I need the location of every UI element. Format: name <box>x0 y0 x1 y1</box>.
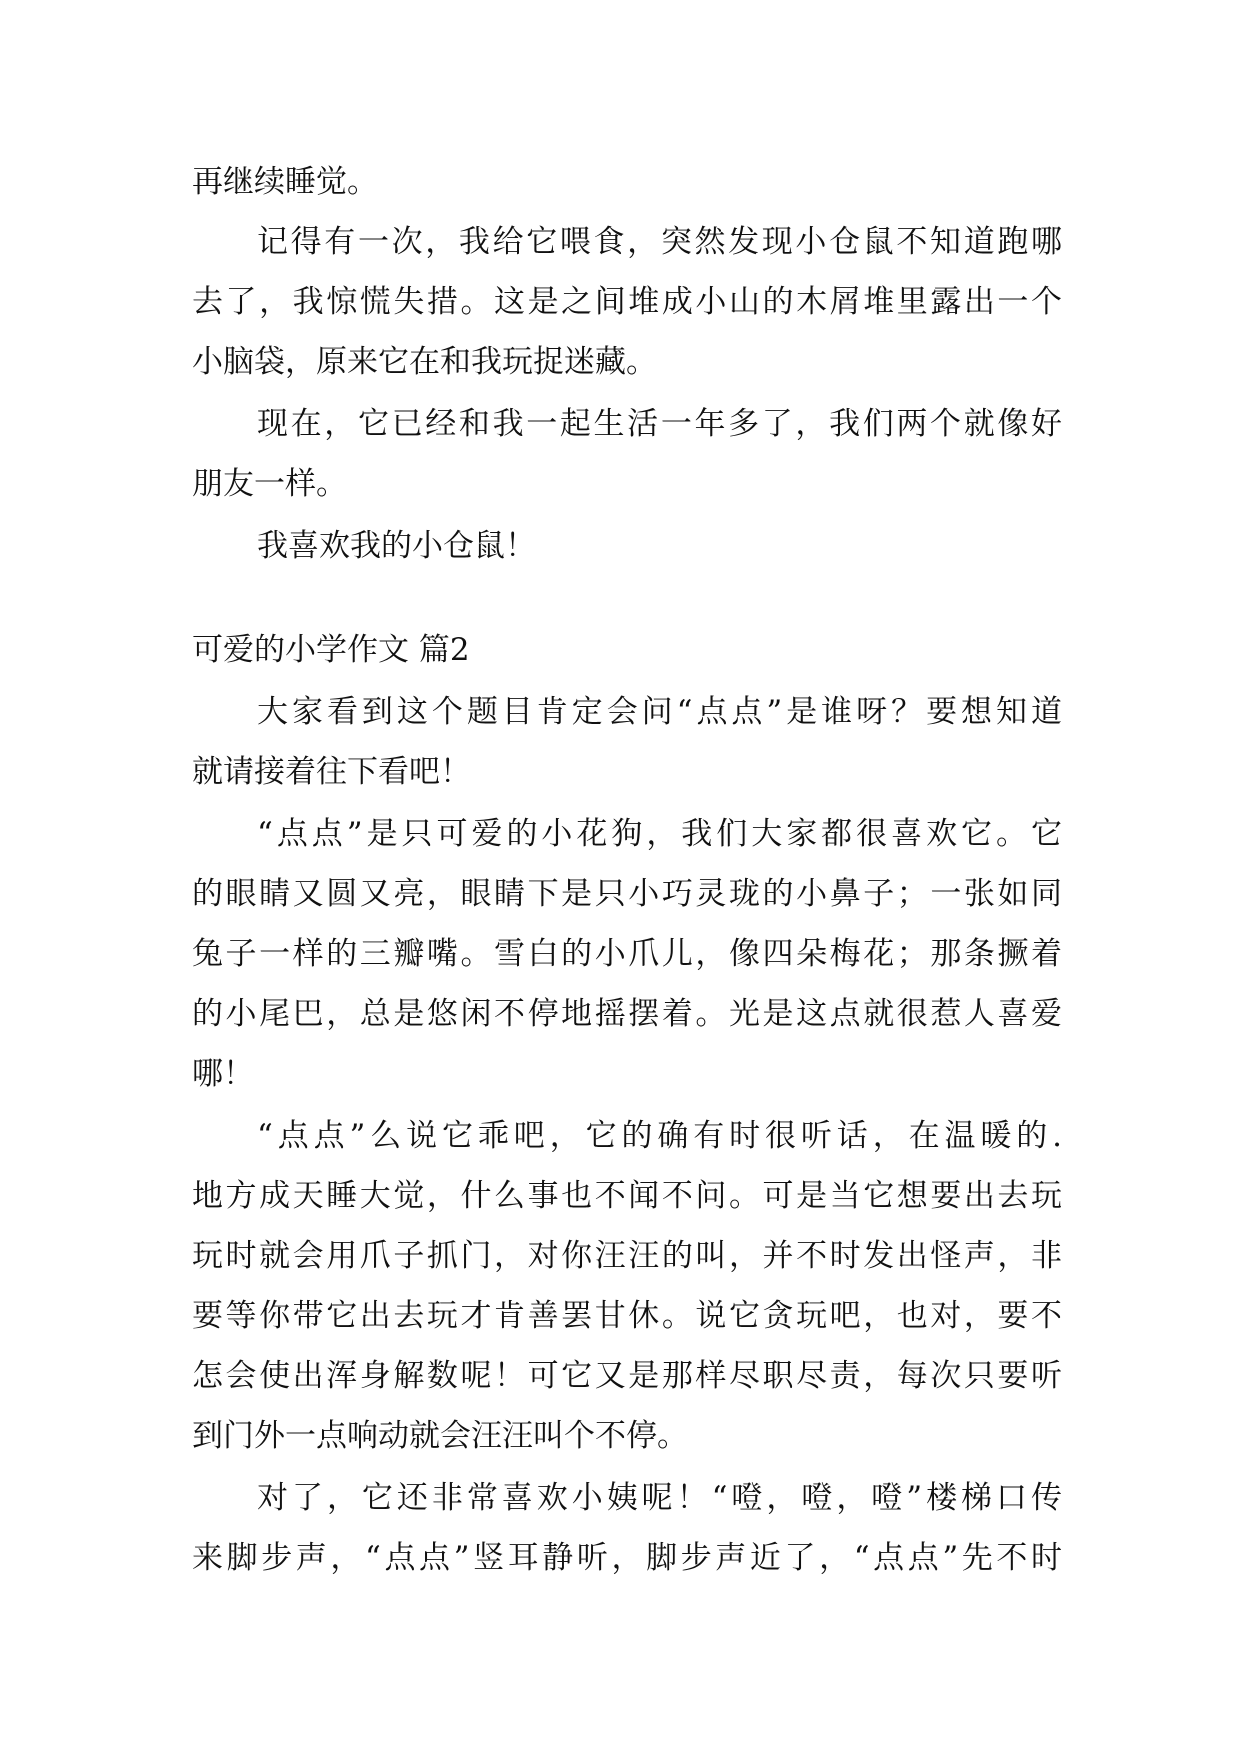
text-line: 就请接着往下看吧！ <box>192 754 471 790</box>
text-line: 再继续睡觉。 <box>192 164 378 200</box>
paragraph-start: “点点”么说它乖吧，它的确有时很听话，在温暖的. <box>257 1118 1062 1154</box>
text-line: 的眼睛又圆又亮，眼睛下是只小巧灵珑的小鼻子；一张如同 <box>192 876 1062 912</box>
text-line: 要等你带它出去玩才肯善罢甘休。说它贪玩吧，也对，要不 <box>192 1298 1062 1334</box>
paragraph-start: 我喜欢我的小仓鼠！ <box>257 528 536 564</box>
text-line: 到门外一点响动就会汪汪叫个不停。 <box>192 1418 688 1454</box>
text-line: 地方成天睡大觉，什么事也不闻不问。可是当它想要出去玩 <box>192 1178 1062 1214</box>
text-line: 来脚步声，“点点”竖耳静听，脚步声近了，“点点”先不时 <box>192 1540 1062 1576</box>
text-line: 兔子一样的三瓣嘴。雪白的小爪儿，像四朵梅花；那条撅着 <box>192 936 1062 972</box>
paragraph-start: 记得有一次，我给它喂食，突然发现小仓鼠不知道跑哪 <box>257 224 1062 260</box>
paragraph-start: 对了，它还非常喜欢小姨呢！“噔，噔，噔”楼梯口传 <box>257 1480 1062 1516</box>
text-line: 朋友一样。 <box>192 466 347 502</box>
text-line: 玩时就会用爪子抓门，对你汪汪的叫，并不时发出怪声，非 <box>192 1238 1062 1274</box>
text-line: 的小尾巴，总是悠闲不停地摇摆着。光是这点就很惹人喜爱 <box>192 996 1062 1032</box>
paragraph-start: 现在，它已经和我一起生活一年多了，我们两个就像好 <box>257 406 1062 442</box>
text-line: 哪！ <box>192 1056 254 1092</box>
text-line: 去了，我惊慌失措。这是之间堆成小山的木屑堆里露出一个 <box>192 284 1062 320</box>
text-line: 小脑袋，原来它在和我玩捉迷藏。 <box>192 344 657 380</box>
text-line: 怎会使出浑身解数呢！可它又是那样尽职尽责，每次只要听 <box>192 1358 1062 1394</box>
paragraph-start: 大家看到这个题目肯定会问“点点”是谁呀？要想知道 <box>257 694 1062 730</box>
section-heading: 可爱的小学作文 篇2 <box>192 632 470 668</box>
paragraph-start: “点点”是只可爱的小花狗，我们大家都很喜欢它。它 <box>257 816 1062 852</box>
